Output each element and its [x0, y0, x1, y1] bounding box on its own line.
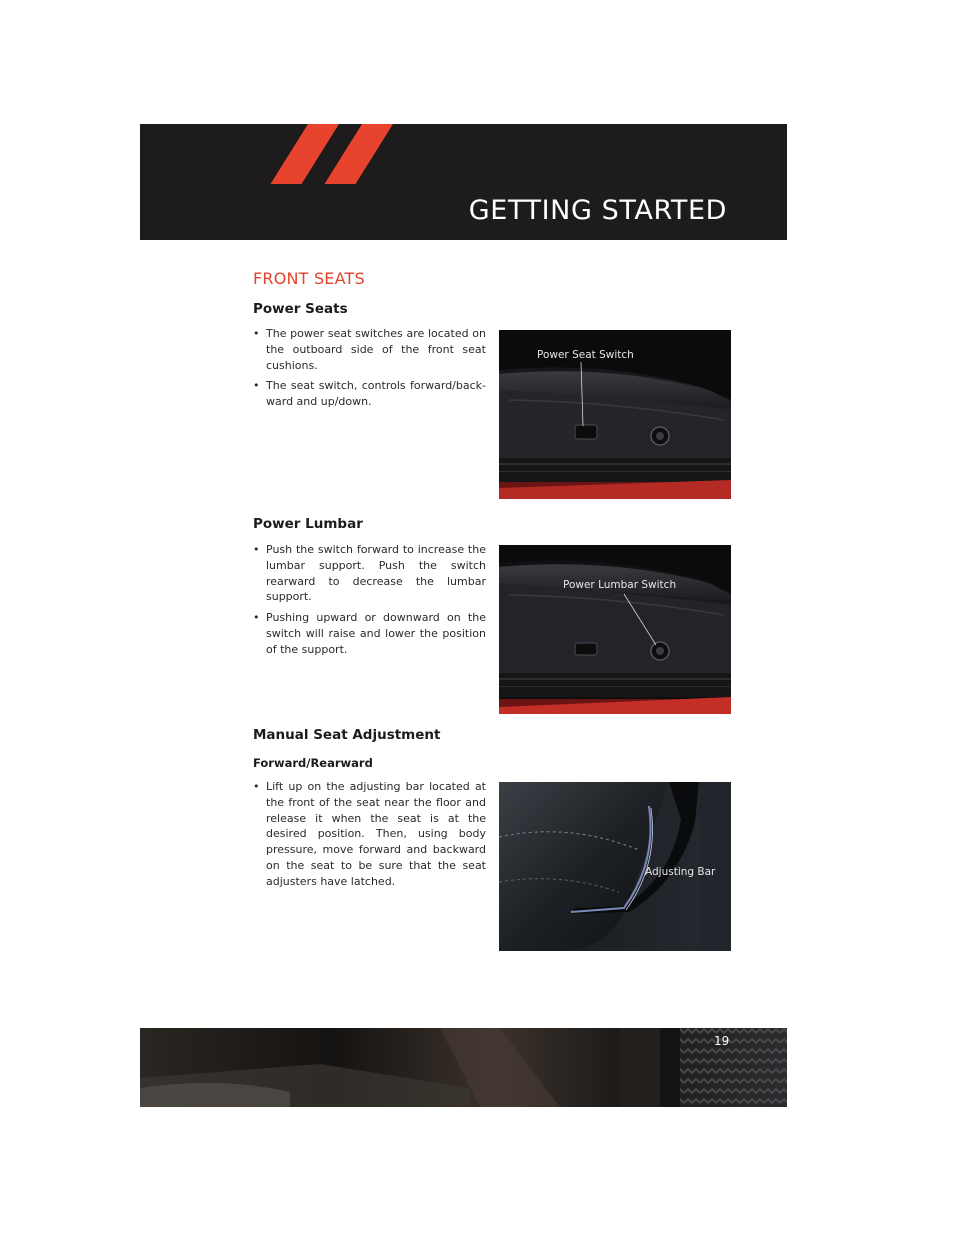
chapter-title: GETTING STARTED — [468, 195, 727, 226]
photo-label: Power Seat Switch — [537, 349, 634, 361]
power-seats-bullets — [253, 326, 486, 415]
list-item: • Pushing upward or downward on the switch will raise and lower the position of the support. — [253, 610, 486, 657]
brand-stripes-logo — [270, 124, 410, 184]
list-item: • The seat switch, controls forward/back-ward and up/down. — [253, 378, 486, 410]
page-footer — [140, 1028, 787, 1107]
power-seats-heading: Power Seats — [253, 301, 348, 317]
power-lumbar-switch-photo — [499, 545, 731, 714]
footer-background-image — [140, 1028, 787, 1107]
photo-label: Adjusting Bar — [645, 866, 716, 878]
brand-stripe — [325, 124, 393, 184]
list-item: • Lift up on the adjusting bar located at the front of the seat near the floor and release it when the seat is at the desired position. Then, using body pressure, move forward and backward on the seat to be sure that the seat adjusters have latched. — [253, 779, 486, 890]
seat-side-image — [499, 545, 731, 714]
manual-seat-bullets — [253, 779, 486, 895]
manual-seat-heading: Manual Seat Adjustment — [253, 727, 441, 743]
section-title: FRONT SEATS — [253, 269, 365, 288]
list-item: • Push the switch forward to increase the lumbar support. Push the switch rearward to decrease the lumbar support. — [253, 542, 486, 605]
power-lumbar-bullets — [253, 542, 486, 663]
page-header — [140, 124, 787, 240]
photo-label: Power Lumbar Switch — [563, 579, 677, 591]
power-lumbar-heading: Power Lumbar — [253, 516, 363, 532]
power-seat-switch-photo — [499, 330, 731, 499]
list-item: • The power seat switches are located on the outboard side of the front seat cushions. — [253, 326, 486, 373]
forward-rearward-subheading: Forward/Rearward — [253, 756, 373, 770]
page-number: 19 — [714, 1034, 730, 1048]
adjusting-bar-photo — [499, 782, 731, 951]
